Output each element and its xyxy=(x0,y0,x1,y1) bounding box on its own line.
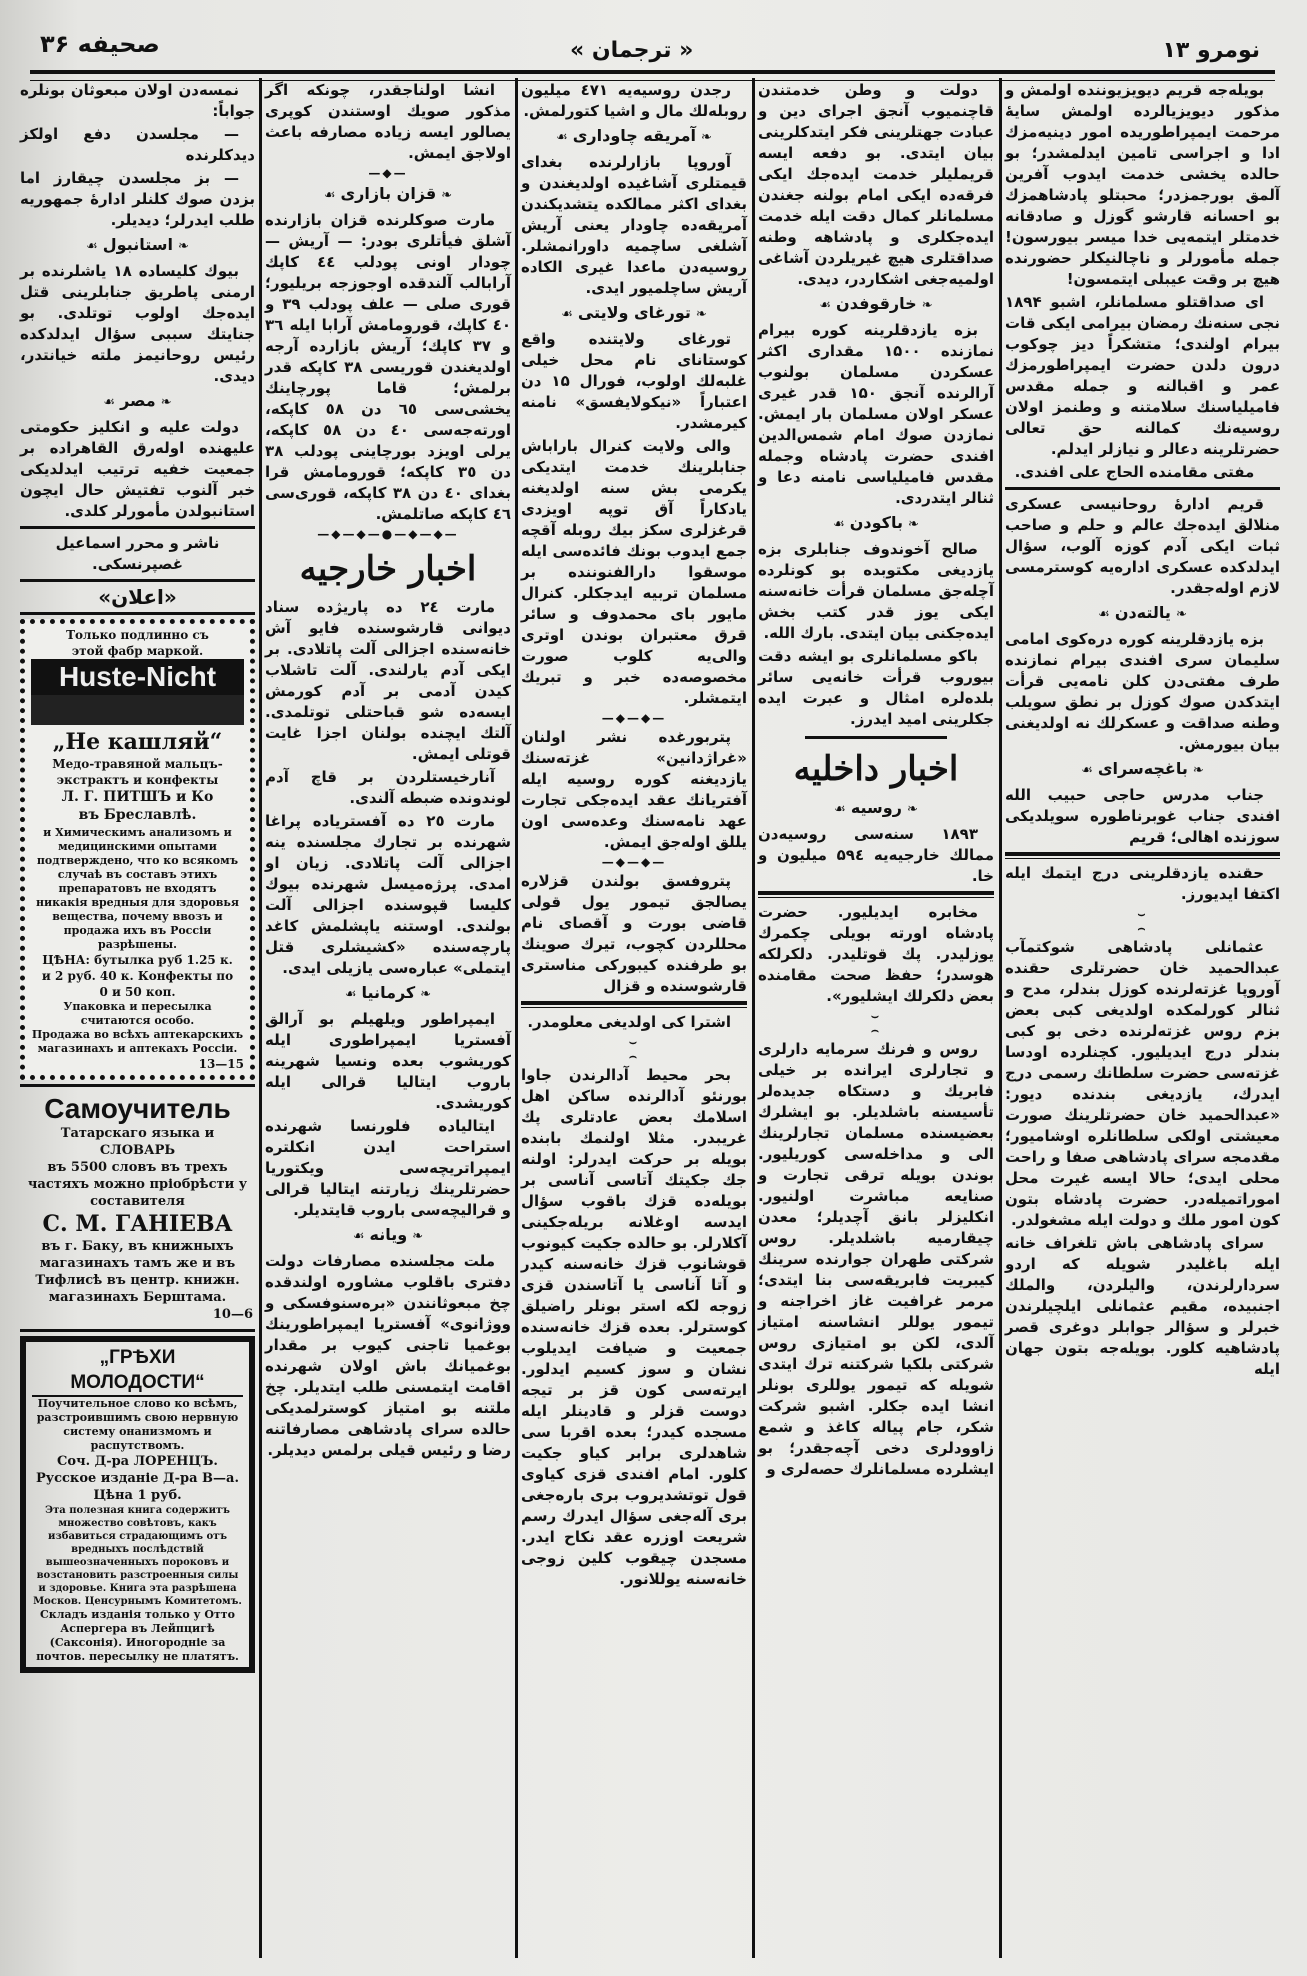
ads-heading: «اعلان» xyxy=(98,585,177,609)
section-divider xyxy=(20,612,255,615)
ornament-icon: ❧ xyxy=(921,298,933,313)
ad-text: въ 5500 словъ въ трехъ частяхъ можно пріобрѣсти у составителя xyxy=(27,1160,248,1209)
ad-price: и 2 руб. 40 к. Конфекты по xyxy=(41,969,234,983)
article-text: قریم ادارهٔ روحانیسی عسکری منلالق ایده‌جك عالم و حلم و صاحب ثبات ایکی آدم کوزه آلوب، سؤال ایدلدکده عسکری اداره‌یه کوسترمسی لازم اوله‌جقدر. xyxy=(1005,495,1280,597)
ornament-icon: ❧ xyxy=(412,1229,424,1244)
section-divider xyxy=(20,579,255,582)
article-text: جناب مدرس حاجی حبیب الله افندی جناب غوبرناطوره سویلدیکی سوزنده اهالی؛ قریم xyxy=(1005,786,1280,846)
article-text: ای صداقتلو مسلمانلر، اشبو ۱۸۹۴ نجی سنەنك رمضان بیرامی ایکی قات بیرام اولندی؛ متشکراً دیز چوكوب درون دلدن حضرت ایمپراطورمزك عمر و اقبالنه و جمله مقدس فامیلیاسنك سلامتنه و وطنمز اولان روسیه‌نك کمالنه حق تعالی حضرتلرینه دعالر و نیازلر ایدلم. xyxy=(1005,293,1280,458)
advertisement-grekhi-molodosti xyxy=(20,1336,255,1673)
article-text: نمسه‌دن اولان مبعوثان بونلره جواباً: xyxy=(20,81,255,120)
article-text: انشا اولناجقدر، چونکه اگر مذکور صویك اوستندن کوپری یصالور ایسه زیاده مصارفه باعث اولاجق ایمش. xyxy=(265,81,511,162)
ornament-icon: ❧ xyxy=(177,239,189,254)
ornament-icon: ❧ xyxy=(420,987,432,1002)
article-text: مارت صوکلرنده قزان بازارنده آشلق فیأتلری بودر: — آریش — چودار اونی پودلب ٤٤ کاپك آرابالب آلندقده اوجوزجه بریلیور؛ قوری صلی — علف پودلب ۳۹ و ٤۰ کاپك، قورومامش آرابا ایله ۳٦ و ۳۷ کاپك؛ آریش بازارده آرجه اولدیغندن قوریسی ۳۸ کاپکه قدر برلمش؛ قاما پورچاینك یخشی‌سی ٦٥ دن ٥۸ کاپکه، اورته‌جه‌سی ٤۰ دن ٥۸ کاپکه، یرلی اویزد بورچاینی پودلب ۳۸ دن ۳٥ کاپکه؛ قورومامش قرا بغدای ٤۰ دن ۳۸ کاپکه، قوری‌سی ٤٦ کاپکه صاتلمش. xyxy=(265,211,512,523)
article-text: بزه یازدقلرینه کوره بیرام نمازنده ۱۵۰۰ مقداری اکثر عسکردن مسلمان بولنوب آرالرنده آنجق ۱۵۰ قدر غیری عسکر اولان مسلمان بار ایمش. نمازدن صوك امام شمس‌الدین افندی حضرت پادشاه وجمله مقدس فامیلیاسی نامنه دعا و ثنالر ایتدردی. xyxy=(758,321,994,507)
ad-text: Медо-травяной мальцъ-экстрактъ и конфекты xyxy=(52,757,223,787)
ad-text: Складъ изданія только у Отто Аспергера въ Лейпцигѣ (Саксонія). Иногородніе за почтов. пересылку не платятъ. xyxy=(36,1608,239,1663)
ornament-icon: ❧ xyxy=(1175,607,1187,622)
article-text: عثمانلی پادشاهی شوکتمآب عبدالحمید خان حضرتلری حقنده آوروپا غزته‌لرنده کوزل بندلر، مدح و ثنالر کورلمکده اولدیغی کبی بعض بزم روس غزته‌لرنده دخی بو کبی بندلر درج ایدیلیور. کچنلرده اودسا غزته‌سی حضرت سلطانك رسمی درج ایدرك، یازدیغی بندنده دیور: «عبدالحمید خان حضرتلرینك صورت معیشتی اولکی سلطانلره اوشامیور؛ مقدمجه سرای پادشاهی صفا و راحت محلی ایدی؛ حالا ایسه غیرت محل اموراتمیلەدر. حضرت پادشاه بتون کون امور ملك و دولت ایله مشغولدر. xyxy=(1005,938,1280,1229)
column-5 xyxy=(20,80,255,1673)
article-text: مارت ۲٤ ده پاریژده سناد دیوانی قارشوسنده فایو آش خانه‌سنده اجزالی آلت پاتلادی. بر ایکی آدم یارلندی. آلت تاشلاب کیدن آدمی بر آدم کورمش ایسه‌ده شو قباحتلی توتلمدی. آلتك ایچنده بولنان اجزا غایت قوتلی ایمش. xyxy=(265,598,511,763)
article-text: ایتالیاده فلورنسا شهرنده استراحت ایدن انکلتره ایمپراتریچه‌سی ویکتوریا حضرتلرینك زیارتنه ایتالیا قرالی و قرالیچه‌سی باروب قایتدیلر. xyxy=(265,1117,511,1219)
section-divider xyxy=(20,1084,255,1087)
ad-text: въ г. Баку, въ книжныхъ магазинахъ тамъ же и въ Тифлисѣ въ центр. книжн. магазинахъ Берштама. xyxy=(35,1239,240,1305)
ornament-icon: ❧ xyxy=(700,130,712,145)
signature: مفتی مقامنده الحاج علی افندی. xyxy=(1014,463,1255,481)
section-heading-kazan-market: ❧قزان بازاری☙ xyxy=(265,183,511,207)
ad-price: Цѣна 1 руб. xyxy=(93,1488,182,1503)
domestic-news-heading: اخبار داخلیه xyxy=(793,749,959,789)
ornament-divider: —◆—◆—●—◆—◆— xyxy=(317,527,459,541)
section-divider xyxy=(521,1001,747,1008)
advertisement-samouchitel xyxy=(20,1091,255,1325)
section-divider xyxy=(758,891,994,898)
advertisement-huste-nicht xyxy=(20,619,255,1080)
section-divider xyxy=(1005,487,1280,490)
ornament-icon: ☙ xyxy=(819,298,832,313)
ornament-divider: ⌣ ⌢ xyxy=(629,1035,639,1063)
issue-number: نومرو ۱۳ xyxy=(1162,38,1260,63)
section-heading-russia: ❧روسیه☙ xyxy=(758,797,994,821)
ornament-icon: ☙ xyxy=(1098,607,1110,622)
ornament-icon: ❧ xyxy=(160,395,172,410)
newspaper-title: « ترجمان » xyxy=(570,38,694,63)
ornament-icon: ☙ xyxy=(103,395,116,410)
ornament-icon: ❧ xyxy=(695,307,707,322)
article-text: بحر محیط آدالرندن جاوا بورنئو آدالرنده ساکن اهل اسلامك بعض عادتلری پك غریبدر. مثلا اولنمك بابنده بویله بر حرکت ایدرلر: اولنه جك جکیتك آتاسی آناسی بر بویله‌ده قزك باقوب سؤال ایدسه اوغلانه بریلەجکینی آکلارلر. بو حالده جکیت کیونوب قوشانوب قزك خانه‌سنه کیدر و آتا آناسی یا آتاسندن قزی زوجه لکه استر بونلر راضیلق کوسترلر. بعده قزك خانه‌سنده جمعیت و ضیافت ایدیلوب نشان و سوز کسیم ایدلور. ایرته‌سی کون قز بر تیجه دوست قزلر و قادینلر ایله مسجده کیدر؛ بعده اقربا سی شاهدلری برابر کیاو جکیت کلور. امام افندی قزی کیاوی قول توتشدیروب بری بارەجغی بری آلەجغی سؤال ایدرك رسم شریعت اوزره عقد نکاح ایدر. مسجدن چیقوب کلین زوجی خانه‌سنه یوللانور. xyxy=(521,1066,747,1588)
section-divider xyxy=(20,1329,255,1332)
article-text: آنارخیستلردن بر قاچ آدم لوندونده ضبطه آلندی. xyxy=(265,768,511,807)
section-heading-turgay: ❧تورغای ولایتی☙ xyxy=(521,302,747,326)
section-divider xyxy=(1005,852,1280,859)
section-heading-germany: ❧کرمانیا☙ xyxy=(265,982,511,1006)
column-2 xyxy=(758,80,994,1482)
ornament-icon: ☙ xyxy=(561,307,573,322)
ad-text: Поучительное слово ко всѣмъ, разстроившимъ свою нервную систему онанизмомъ и распутствомъ. xyxy=(36,1397,239,1452)
article-text: مارت ۲٥ ده آفستریاده پراغا شهرنده بر تجارك مجلسنده ینه اجزالی آلت پاتلادی. زیان او امدی. پرژه‌میسل شهرنده بیوك کلیسا قپوسنده اجزالی آلت بولندی. اوستنه یاپشلمش کاغد پارچه‌سنده «کشیشلری قتل ایتملی» عباره‌سی یازیلی ایدی. xyxy=(265,812,511,977)
ad-code: 10—6 xyxy=(212,1307,253,1322)
ad-title: Самоучитель xyxy=(44,1093,231,1124)
ornament-icon: ☙ xyxy=(1081,763,1093,778)
article-text: باکو مسلمانلری بو ایشه دقت بیوروب قرأت خانه‌یی سائر بلدەلره امثال و عبرت ایده جکلرینی امید ایدرز. xyxy=(758,647,994,728)
ornament-icon: ☙ xyxy=(86,239,98,254)
masthead xyxy=(30,30,1270,70)
ad-text: Татарскаго языка и СЛОВАРЬ xyxy=(60,1126,215,1158)
section-heading-istanbul: ❧استانبول☙ xyxy=(20,234,255,258)
article-text: آوروپا بازارلرنده بغدای قیمتلری آشاغیده اولدیغندن و بغدای اکثر ممالکده یتشدیکندن آمریقه‌ده چاودار یعنی آریش آشلغی ساچمیه داورانمشلر. روسیه‌دن ماعدا غیری الکاده آریش ساچلمیور ایدی. xyxy=(521,153,747,297)
section-heading-bagchesaray: ❧باغچه‌سرای☙ xyxy=(1005,758,1280,782)
article-text: اشترا کی اولدیغی معلومدر. xyxy=(527,1013,731,1031)
ornament-icon: ☙ xyxy=(833,517,845,532)
ad-author: Соч. Д-ра ЛОРЕНЦЪ. xyxy=(57,1454,218,1469)
ornament-icon: ☙ xyxy=(323,188,336,203)
foreign-news-heading: اخبار خارجیه xyxy=(299,549,477,589)
ornament-icon: ❧ xyxy=(1192,763,1204,778)
article-text: حقنده یازدقلرینی درج ایتمك ایله اکتفا ایدیورز. xyxy=(1005,864,1280,903)
article-text: والی ولایت کنرال باراباش جنابلرینك خدمت ایتدیکی یکرمی بش سنه اولدیغنه یادکاراً آق توپه اویزدی قرغزلری سکز بیك روبله آقچه جمع ایدوب بونك فائده‌سی ایله موسقوا دارالفنوننده بر مسلمان تربیه ایدجکلر. کنرال مایور بای محمدوف و سائر قرق معتبران بوندن اوتری والی‌یه کلوب صورت مخصوصه‌ده خبر و تبریك ایتمشلر. xyxy=(521,437,747,707)
ornament-icon: ☙ xyxy=(834,802,846,817)
column-divider xyxy=(259,78,262,1958)
ornament-divider: —◆—◆— xyxy=(601,711,667,725)
article-text: دولت علیه و انکلیز حکومتی علیهنده اوله‌رق القاهراده بر جمعیت خفیه ترتیب ایدلدیکی خبر آلنوب تفتیش حال ایچون استانبولدن مأمورلر کلدی. xyxy=(20,418,255,520)
column-1 xyxy=(1005,80,1280,1382)
ad-text: Упаковка и пересылка считаются особо. xyxy=(63,1000,212,1027)
ornament-icon: ☙ xyxy=(556,130,568,145)
ad-city: въ Бреславлѣ. xyxy=(78,807,197,823)
section-heading-yalta: ❧یالته‌دن☙ xyxy=(1005,602,1280,626)
ad-title: „Не кашляй“ xyxy=(52,729,223,755)
column-divider xyxy=(999,78,1002,1958)
ad-text: этой фабр маркой. xyxy=(71,644,204,658)
ornament-divider: —◆—◆— xyxy=(601,855,667,869)
ad-brand: Huste-Nicht xyxy=(31,659,244,695)
page-number: صحیفه ۳۶ xyxy=(40,30,160,58)
article-text: ملت مجلسنده مصارفات دولت دفتری باقلوب مشاوره اولندقده چخ مبعوثانندن «بره‌سنوفسکی و ووژانوی» آفستریا ایمپراطورینك بوغمیا تاجنی کیوب بر مقدار بوغمیانك باش اولان شهرنده اقامت ایتمسنی طلب ایتدیلر. چخ ملتنه بو امتیاز کوسترلمدیکی حالده سرای پادشاهی مصارفاتنه رضا و رئیس قیلی برلمس دیدیلر. xyxy=(265,1252,511,1459)
section-divider xyxy=(805,736,947,739)
floral-ornament-icon xyxy=(31,695,244,725)
ornament-icon: ☙ xyxy=(352,1229,365,1244)
section-heading-egypt: ❧مصر☙ xyxy=(20,390,255,414)
ornament-divider: —◆— xyxy=(368,166,408,180)
article-text: بویلەجە قریم دیویزیوننده اولمش و مذکور دیویزیالرده اولمش سایهٔ مرحمت ایمپراطوریده امور دینیه‌مزك ادا و اجراسی تامین ایدلمشدر؛ بو حالده یخشی خدمت ایدوب آفرین آلمق بورجمزدر؛ محبتلو پادشاهمزك بو احسانه قارشو گوزل و صادقانه خدمتلر ایتمه‌یی خدا میسر بیورسون! جمله مأمورلر و ناچالنیكلر حضورنده هیچ بر وقت عیبلی ایتمسون! xyxy=(1005,81,1280,288)
article-text: دولت و وطن خدمتندن قاچنمیوب آنجق اجرای دین و عبادت جهتلرینی فکر ایتدکلرینی بیان ایتدی. بو دفعه ایسه قریملیلر خدمت ایده‌جك ایکی فرقه‌ده ایکی امام بولنه جغندن مسلمانلر کمال دقت ایله خدمت ایده‌جکلری و پادشاهه وطنه صداقتلری هیچ غیریلردن آشاغی اولمیه‌جغی اشکاردر، دیدی. xyxy=(758,81,994,288)
ornament-divider: ⌣ ⌢ xyxy=(1137,907,1148,935)
section-heading-kharkov: ❧خارقوفدن☙ xyxy=(758,293,994,317)
column-divider xyxy=(515,78,518,1958)
ad-maker: Л. Г. ПИТШЪ и Ко xyxy=(61,789,214,805)
ad-code: 13—15 xyxy=(198,1057,244,1071)
section-divider xyxy=(20,526,255,529)
ornament-icon: ❧ xyxy=(906,802,918,817)
ornament-divider: ⌣ ⌢ xyxy=(871,1009,881,1037)
ad-price: 0 и 50 коп. xyxy=(99,985,176,999)
ad-text: Эта полезная книга содержитъ множество совѣтовъ, какъ избавиться страдающимъ отъ вредныхъ послѣдствій вышеозначенныхъ пороковъ и возстановить разстроенныя силы и здоровье. Книга эта разрѣшена Москов. Ценсурнымъ Комитетомъ. xyxy=(33,1505,242,1607)
article-text: ایمپراطور ویلهیلم بو آرالق آفستریا ایمپراطوری ایله کوریشوب بعده ونسیا شهرینه باروب ایتالیا قرالی ایله کوریشدی. xyxy=(265,1010,511,1112)
section-heading-vienna: ❧ویانه☙ xyxy=(265,1224,511,1248)
article-text: پتروفسق بولندن قزلاره یصالجق تیمور یول قولی قاضی بورت و آقصای نام محللردن کچوب، تیرك صوینك بو طرفنده کیبورکی مناستری قارشوسنده و قزال xyxy=(521,872,747,995)
ad-price: ЦѢНА: бутылка руб 1.25 к. xyxy=(42,953,233,967)
ornament-icon: ❧ xyxy=(907,517,919,532)
article-text: بزه یازدقلرینه کوره دره‌کوی امامی سلیمان سری افندی بیرام نمازنده طرف مفتی‌دن کلن نامه‌یی قرأت ایتدکدن صوك کوزل بر نطق سویلب وطنه صداقت و عسکرلك نه اولدیغنی بیان بیورمش. xyxy=(1005,630,1280,753)
article-text: صالح آخوندوف جنابلری بزه یازدیغی مکتوبده بو کونلرده آچله‌جق مسلمان قرأت خانه‌سنه ایکی یوز قدر کتب بخش ایده‌جکنی بیان ایتدی. بارك الله. xyxy=(758,540,994,642)
column-3 xyxy=(521,80,747,1592)
article-text: تورغای ولایتنده واقع کوستانای نام محل خیلی غلبه‌لك اولوب، فورال ۱۵ دن اعتباراً «نیکولایفسق» نامنه کیرمشدر. xyxy=(521,330,747,432)
publisher-line: ناشر و محرر اسماعیل غصپرنسکی. xyxy=(55,534,220,573)
article-text: رجدن روسیه‌یه ٤۷۱ میلیون روبله‌لك مال و اشیا کتورلمش. xyxy=(521,81,747,120)
article-text: بیوك کلیساده ۱۸ یاشلرنده بر ارمنی پاطریق جنابلرینی قتل ایده‌جك اولوب توتلدی. بو جنایتك سببی سؤال ایدلدکده رئیس روحانیمز ملته خیانتدر، دیدی. xyxy=(20,262,255,385)
ad-author: С. М. ГАНІЕВА xyxy=(42,1211,233,1237)
ad-text: и Химическимъ анализомъ и медицинскими опытами подтверждено, что ко всякомъ случаѣ въ составъ этихъ препаратовъ не входятъ никакія вредныя для здоровья вещества, почему ввозъ и продажа ихъ въ Россіи разрѣшены. xyxy=(35,826,240,951)
ad-text: Продажа во всѣхъ аптекарскихъ магазинахъ и аптекахъ Россіи. xyxy=(31,1028,244,1055)
section-heading-baku: ❧باکودن☙ xyxy=(758,512,994,536)
section-heading-america-rye: ❧آمریقه چاوداری☙ xyxy=(521,125,747,149)
ad-text: Русское изданіе Д-ра В—а. xyxy=(36,1471,239,1486)
ad-title: „ГРѢХИ МОЛОДОСТИ“ xyxy=(32,1345,243,1397)
article-text: پتربورغده نشر اولنان «غراژدانین» غزته‌سنك یازدیغنه کوره روسیه ایله آفتریانك عقد ایده‌جکی تجارت عهد نامه‌سنك وعده‌سی اون یللق اوله‌جق ایمش. xyxy=(521,728,747,851)
article-text: — بز مجلسدن چیقارز اما بزدن صوك کلنلر ادارهٔ جمهوریه طلب ایدرلر؛ دیدیلر. xyxy=(20,169,255,229)
column-4 xyxy=(265,80,511,1463)
ad-text: Только подлинно съ xyxy=(66,628,209,642)
ornament-icon: ❧ xyxy=(441,188,453,203)
article-text: ۱۸۹۳ سنه‌سی روسیه‌دن ممالك خارجیه‌یه ۵۹٤ میلیون و خا. xyxy=(758,825,994,885)
ornament-icon: ☙ xyxy=(344,987,357,1002)
article-text: روس و فرنك سرمایه دارلری و تجارلری ایرانده بر خیلی فابریك و دستکاه جدیده‌لر تأسیسنه باشلدیلر. بو ایشلرك بعضیسنده مسلمان تجارلرینك الی و مداخلەسی کوریلیور. بوندن بویله ترقی تجارت و صنایعه مباشرت اولنیور. انکلیزلر بانق آچدیلر؛ معدن چیقارمیه باشلدیلر. روس شرکتی طهران جوارنده سرینك کیبریت فابریقه‌سی بنا ایتدی؛ مرمر غرافیت غاز اخراجنه و تیمور یوللر انشاسنه امتیاز آلدی، لکن بو امتیازی روس شرکتی بلکیا شرکتنه ترك ایتدی شویله که تیمور یوللری بونلر انشا ایده جکلر. اشبو شرکت شکر، جام پیالە کاغذ و شمع زاوودلری دخی آچه‌جقدر؛ بو ایشلرده مسلمانلرك حصه‌لری و xyxy=(758,1040,994,1478)
article-text: — مجلسدن دفع اولکز دیدکلرنده xyxy=(20,125,255,164)
column-divider xyxy=(752,78,755,1958)
article-text: سرای پادشاهی باش تلغراف خانه ایله باغلیدر شویله که اردو سردارلرندن، والیلردن، والملك اجنبیده، مقیم عثمانلی ایلچیلرندن خبرلر و سؤالر جوابلر دوغری قصر پادشاهیه کلور. بویله‌جه بتون جهان ایله xyxy=(1005,1234,1280,1378)
article-text: مخابره ایدیلیور. حضرت پادشاه اورته بویلی چکمرك یوزلیدر. پك قوتلیدر. دلکرلکه هوسدر؛ حفظ صحت مقامنده بعض دلکرلك ایشلیور». xyxy=(758,903,994,1005)
